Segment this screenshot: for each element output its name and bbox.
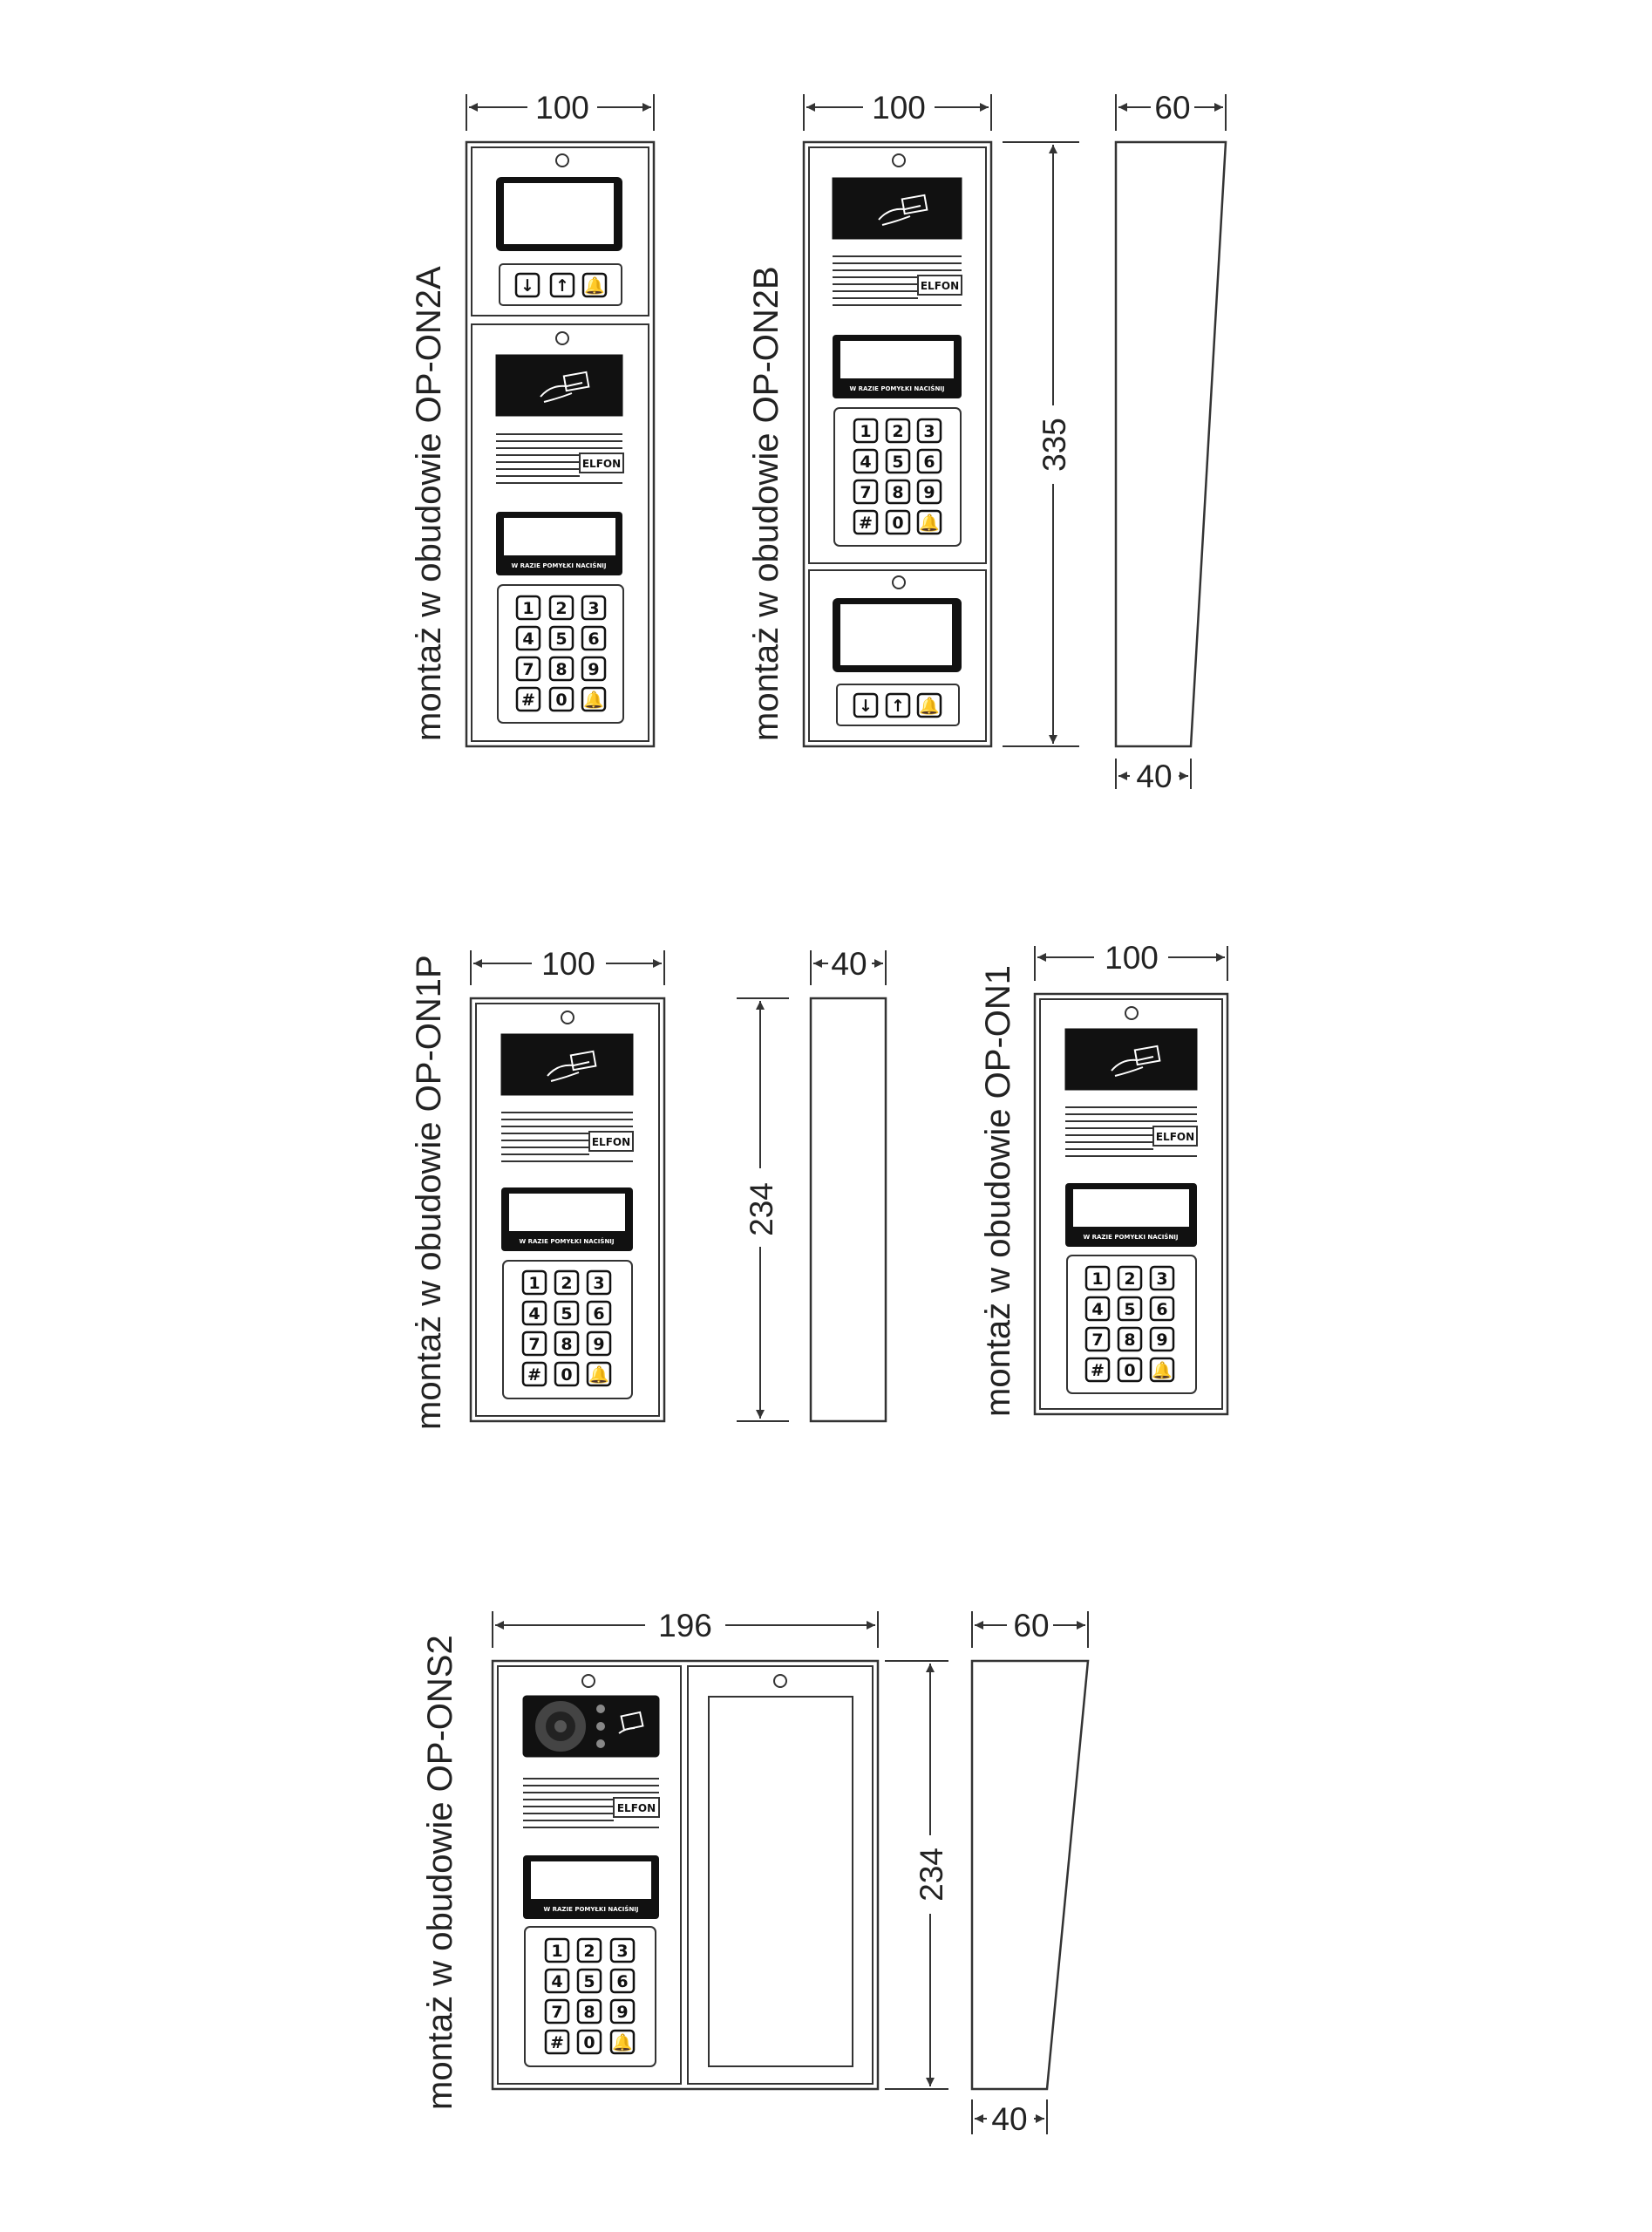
keypad-key-label: 7	[528, 1335, 540, 1354]
nav-key-label: 🔔	[584, 276, 605, 296]
keypad-key-label: 6	[593, 1304, 605, 1324]
dim-width-on2b	[804, 90, 991, 131]
label-op-ons2: montaż w obudowie OP-ONS2	[421, 1635, 459, 2110]
keypad-key-label: 9	[1156, 1330, 1168, 1350]
keypad-key-label: 0	[892, 514, 904, 533]
nav-key-label: ↓	[520, 276, 534, 296]
dim-label: 40	[831, 946, 867, 982]
keypad-key-label: 4	[528, 1304, 540, 1324]
label-op-on1: montaż w obudowie OP-ON1	[979, 964, 1017, 1417]
keypad-key-label: 8	[1124, 1330, 1136, 1350]
keypad-key-label: 2	[1124, 1269, 1136, 1289]
dim-label: 335	[1037, 418, 1072, 472]
brand-logo: ELFON	[581, 458, 622, 470]
keypad-key-label: 2	[561, 1274, 573, 1293]
nav-key-label: ↓	[859, 697, 873, 716]
keypad-key-label: #	[859, 514, 873, 533]
side-profile-on1p	[811, 946, 886, 1421]
keypad-key-label: 8	[561, 1335, 573, 1354]
keypad-key-label: 3	[923, 422, 935, 441]
keypad-key-label: 1	[860, 422, 872, 441]
dim-label: 40	[991, 2101, 1028, 2137]
keypad-key-label: 🔔	[612, 2033, 633, 2052]
dim-width-ons2	[493, 1608, 878, 1648]
dim-label: 60	[1154, 90, 1191, 126]
dim-height-on2b	[1003, 142, 1079, 746]
keypad-key-label: 0	[583, 2033, 595, 2052]
display-caption: W RAZIE POMYŁKI NACIŚNIJ	[1083, 1234, 1179, 1241]
keypad-key-label: #	[521, 691, 535, 710]
display-caption: W RAZIE POMYŁKI NACIŚNIJ	[519, 1238, 615, 1245]
keypad-key-label: 4	[860, 453, 872, 472]
nav-keys-on2b	[854, 694, 941, 717]
keypad-key-label: 3	[1156, 1269, 1168, 1289]
keypad-key-label: 0	[561, 1365, 573, 1385]
keypad-key-label: 2	[583, 1942, 595, 1961]
keypad-key-label: 8	[892, 483, 904, 502]
dim-label: 234	[744, 1182, 779, 1236]
unit-op-on2a	[410, 90, 654, 746]
keypad-key-label: 5	[1124, 1300, 1136, 1319]
keypad-key-label: 5	[892, 453, 904, 472]
brand-logo: ELFON	[591, 1136, 631, 1148]
keypad-key-label: 1	[522, 599, 534, 618]
keypad-key-label: 3	[616, 1942, 629, 1961]
keypad-key-label: 8	[583, 2003, 595, 2022]
keypad-key-label: 4	[1091, 1300, 1104, 1319]
keypad-key-label: 6	[616, 1972, 629, 1991]
keypad-key-label: 7	[860, 483, 872, 502]
dim-label: 196	[658, 1608, 712, 1643]
keypad-key-label: 4	[551, 1972, 563, 1991]
keypad-key-label: 5	[561, 1304, 573, 1324]
brand-logo: ELFON	[616, 1802, 656, 1814]
label-op-on2b: montaż w obudowie OP-ON2B	[747, 266, 785, 741]
brand-logo: ELFON	[920, 280, 960, 292]
keypad-key-label: #	[1091, 1361, 1105, 1380]
keypad-key-label: 🔔	[1152, 1361, 1173, 1380]
keypad-key-label: 6	[1156, 1300, 1168, 1319]
dim-width-on2a	[466, 90, 654, 131]
keypad-key-label: 5	[583, 1972, 595, 1991]
keypad-key-label: 3	[593, 1274, 605, 1293]
display-caption: W RAZIE POMYŁKI NACIŚNIJ	[849, 385, 945, 392]
keypad-key-label: 7	[551, 2003, 563, 2022]
keypad-key-label: 7	[1091, 1330, 1104, 1350]
keypad-key-label: 9	[616, 2003, 629, 2022]
nav-key-label: 🔔	[919, 697, 940, 716]
keypad-key-label: 6	[923, 453, 935, 472]
nav-keys-on2a	[516, 274, 606, 296]
keypad-key-label: 2	[555, 599, 568, 618]
dim-height-ons2	[885, 1661, 949, 2089]
keypad-key-label: 1	[1091, 1269, 1104, 1289]
keypad-key-label: #	[527, 1365, 541, 1385]
unit-op-on1	[979, 940, 1227, 1417]
display-caption: W RAZIE POMYŁKI NACIŚNIJ	[543, 1906, 639, 1913]
dim-label: 100	[872, 90, 926, 126]
keypad-key-label: 4	[522, 629, 534, 649]
unit-op-on2b	[747, 90, 1226, 794]
keypad-key-label: 1	[551, 1942, 563, 1961]
keypad-key-label: 🔔	[588, 1365, 609, 1385]
keypad-key-label: 0	[1124, 1361, 1136, 1380]
dim-label: 100	[1105, 940, 1159, 976]
keypad-key-label: 3	[588, 599, 600, 618]
keypad-key-label: 5	[555, 629, 568, 649]
unit-op-on1p	[410, 946, 886, 1430]
keypad-key-label: 9	[593, 1335, 605, 1354]
nav-key-label: ↑	[555, 276, 569, 296]
keypad-key-label: 9	[588, 660, 600, 679]
unit-op-ons2	[421, 1608, 1088, 2137]
dim-label: 40	[1136, 759, 1173, 794]
keypad-key-label: 🔔	[919, 514, 940, 533]
nav-key-label: ↑	[891, 697, 905, 716]
brand-logo: ELFON	[1155, 1131, 1195, 1143]
dim-label: 100	[535, 90, 589, 126]
keypad-key-label: 8	[555, 660, 568, 679]
keypad-key-label: 9	[923, 483, 935, 502]
keypad-key-label: 🔔	[583, 691, 604, 710]
side-profile-ons2	[972, 1608, 1088, 2137]
keypad-key-label: #	[550, 2033, 564, 2052]
dim-label: 234	[914, 1848, 949, 1902]
label-op-on2a: montaż w obudowie OP-ON2A	[410, 266, 448, 741]
keypad-key-label: 7	[522, 660, 534, 679]
dim-height-on1p	[737, 998, 789, 1421]
keypad-key-label: 6	[588, 629, 600, 649]
label-op-on1p: montaż w obudowie OP-ON1P	[410, 955, 448, 1430]
display-caption: W RAZIE POMYŁKI NACIŚNIJ	[511, 562, 607, 569]
dim-label: 100	[541, 946, 595, 982]
dim-width-on1	[1035, 940, 1227, 981]
keypad-key-label: 2	[892, 422, 904, 441]
keypad-key-label: 1	[528, 1274, 540, 1293]
dim-label: 60	[1013, 1608, 1050, 1643]
side-profile-on2	[1116, 90, 1226, 794]
keypad-key-label: 0	[555, 691, 568, 710]
dim-width-on1p	[471, 946, 664, 985]
